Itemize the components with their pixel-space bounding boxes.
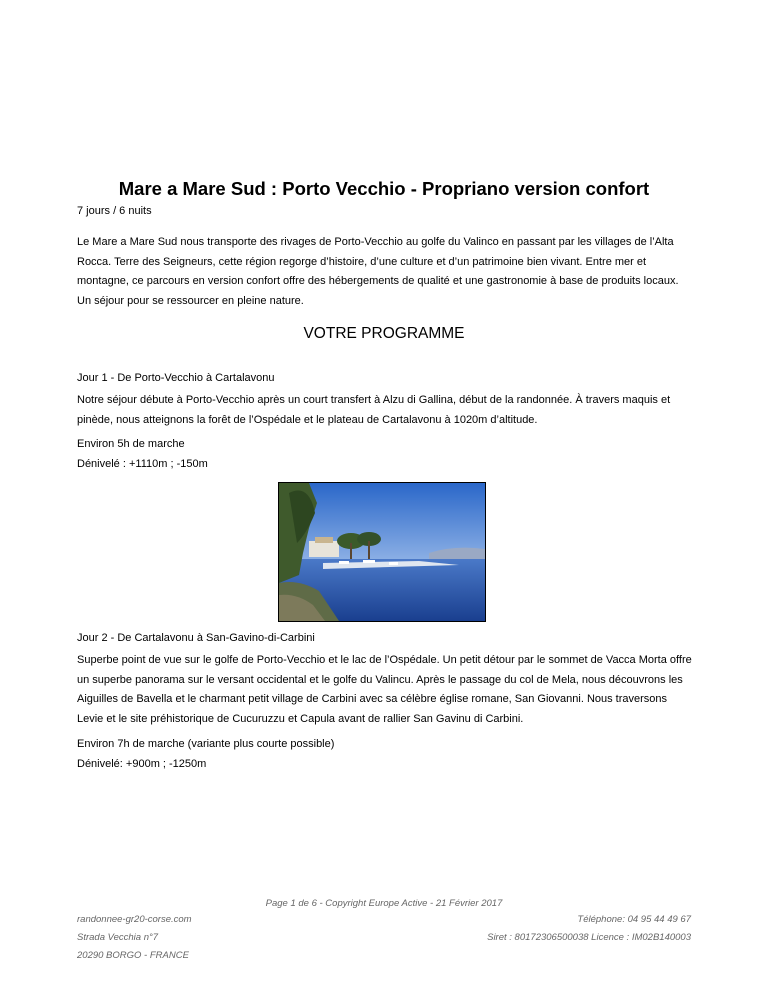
description-line: Aiguilles de Bavella et le charmant petit village de Carbini avec sa célèbre église romane, San Giovanni. Nous traversons bbox=[77, 693, 668, 706]
intro-paragraph bbox=[77, 233, 697, 312]
page-info: Page 1 de 6 - Copyright Europe Active - 21 Février 2017 bbox=[265, 898, 503, 909]
description-line: Levie et le site préhistorique de Cucuruzzu et Capula avant de rallier San Gavinu di Carbini. bbox=[77, 713, 524, 726]
day-1-description bbox=[77, 391, 702, 430]
footer-siret: Siret : 80172306500038 Licence : IM02B140003 bbox=[487, 932, 691, 943]
day-2-description bbox=[77, 651, 702, 730]
day-1-heading: Jour 1 - De Porto-Vecchio à Cartalavonu bbox=[77, 372, 275, 384]
day-1-stats bbox=[77, 435, 702, 474]
day-2-stats bbox=[77, 735, 702, 774]
trip-duration: 7 jours / 6 nuits bbox=[77, 205, 152, 217]
description-line: pinède, nous atteignons la forêt de l’Ospédale et le plateau de Cartalavonu à 1020m d’altitude. bbox=[77, 413, 538, 426]
day-2-elevation: Dénivelé: +900m ; -1250m bbox=[77, 757, 207, 770]
day-2-duration: Environ 7h de marche (variante plus courte possible) bbox=[77, 738, 335, 750]
description-line: Notre séjour débute à Porto-Vecchio après un court transfert à Alzu di Gallina, début de la randonnée. À travers maquis et bbox=[77, 394, 671, 406]
intro-line: Un séjour pour se ressourcer en pleine nature. bbox=[77, 295, 304, 308]
footer-address-line1: Strada Vecchia n°7 bbox=[77, 932, 159, 943]
day-1-elevation: Dénivelé : +1110m ; -150m bbox=[77, 457, 208, 470]
section-title: VOTRE PROGRAMME bbox=[303, 325, 465, 342]
intro-line: Le Mare a Mare Sud nous transporte des rivages de Porto-Vecchio au golfe du Valinco en passant par les villages de l’Alta bbox=[77, 236, 674, 248]
description-line: un superbe panorama sur le versant occidental et le golfe du Valincu. Après le passage du col de Mela, nous découvrons les bbox=[77, 673, 683, 686]
intro-line: Rocca. Terre des Seigneurs, cette région regorge d’histoire, d’une culture et d’un patrimoine bien vivant. Entre mer et bbox=[77, 255, 647, 268]
day-2-heading: Jour 2 - De Cartalavonu à San-Gavino-di-Carbini bbox=[77, 632, 315, 644]
footer-phone: Téléphone: 04 95 44 49 67 bbox=[577, 914, 691, 925]
coastline-photo bbox=[278, 482, 486, 622]
description-line: Superbe point de vue sur le golfe de Porto-Vecchio et le lac de l’Ospédale. Un petit détour par le sommet de Vacca Morta offre bbox=[77, 654, 692, 666]
footer-address-line2: 20290 BORGO - FRANCE bbox=[77, 950, 189, 961]
footer-website: randonnee-gr20-corse.com bbox=[77, 914, 192, 925]
document-title: Mare a Mare Sud : Porto Vecchio - Propriano version confort bbox=[118, 178, 650, 199]
day-1-duration: Environ 5h de marche bbox=[77, 438, 185, 450]
intro-line: montagne, ce parcours en version confort offre des hébergements de qualité et une gastronomie à base de produits locaux. bbox=[77, 275, 679, 288]
